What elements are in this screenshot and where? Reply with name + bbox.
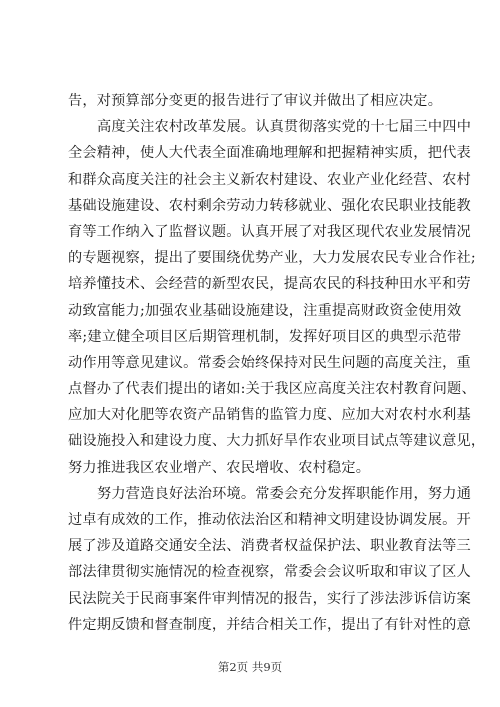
page-number-label: 第2页 共9页 — [217, 660, 283, 674]
text-line: 率;建立健全项目区后期管理机制，发挥好项目区的典型示范带 — [68, 328, 462, 345]
text-line: 告，对预算部分变更的报告进行了审议并做出了相应决定。 — [68, 93, 443, 109]
text-line: 全会精神，使人大代表全面准确地理解和把握精神实质，把代表 — [68, 145, 471, 162]
text-line: 努力推进我区农业增产、农民增收、农村稳定。 — [68, 459, 371, 476]
text-line: 的专题视察，提出了要围绕优势产业，大力发展农民专业合作社; — [68, 250, 476, 267]
text-line: 件定期反馈和督查制度，并结合相关工作，提出了有针对性的意 — [68, 616, 471, 633]
body-text — [68, 88, 486, 638]
text-line: 展了涉及道路交通安全法、消费者权益保护法、职业教育法等三 — [68, 538, 471, 555]
text-line: 民法院关于民商事案件审判情况的报告，实行了涉法涉诉信访案 — [68, 590, 471, 607]
page-footer — [0, 659, 500, 675]
text-line: 育等工作纳入了监督议题。认真开展了对我区现代农业发展情况 — [68, 223, 471, 240]
text-line: 和群众高度关注的社会主义新农村建设、农业产业化经营、农村 — [68, 171, 471, 188]
text-line: 高度关注农村改革发展。认真贯彻落实党的十七届三中四中 — [97, 119, 472, 136]
text-line: 基础设施建设、农村剩余劳动力转移就业、强化农民职业技能教 — [68, 197, 471, 214]
text-line: 动作用等意见建议。常委会始终保持对民生问题的高度关注，重 — [68, 354, 471, 371]
text-line: 应加大对化肥等农资产品销售的监管力度、应加大对农村水利基 — [68, 407, 471, 424]
text-line: 部法律贯彻实施情况的检查视察，常委会会议听取和审议了区人 — [68, 564, 471, 581]
text-line: 努力营造良好法治环境。常委会充分发挥职能作用，努力通 — [97, 485, 472, 502]
text-line: 点督办了代表们提出的诸如:关于我区应高度关注农村教育问题、 — [68, 381, 476, 398]
text-line: 过卓有成效的工作，推动依法治区和精神文明建设协调发展。开 — [68, 512, 471, 528]
text-line: 培养懂技术、会经营的新型农民，提高农民的科技种田水平和劳 — [68, 276, 471, 293]
text-line: 础设施投入和建设力度、大力抓好旱作农业项目试点等建议意见， — [68, 433, 486, 450]
text-line: 动致富能力;加强农业基础设施建设，注重提高财政资金使用效 — [68, 302, 462, 319]
